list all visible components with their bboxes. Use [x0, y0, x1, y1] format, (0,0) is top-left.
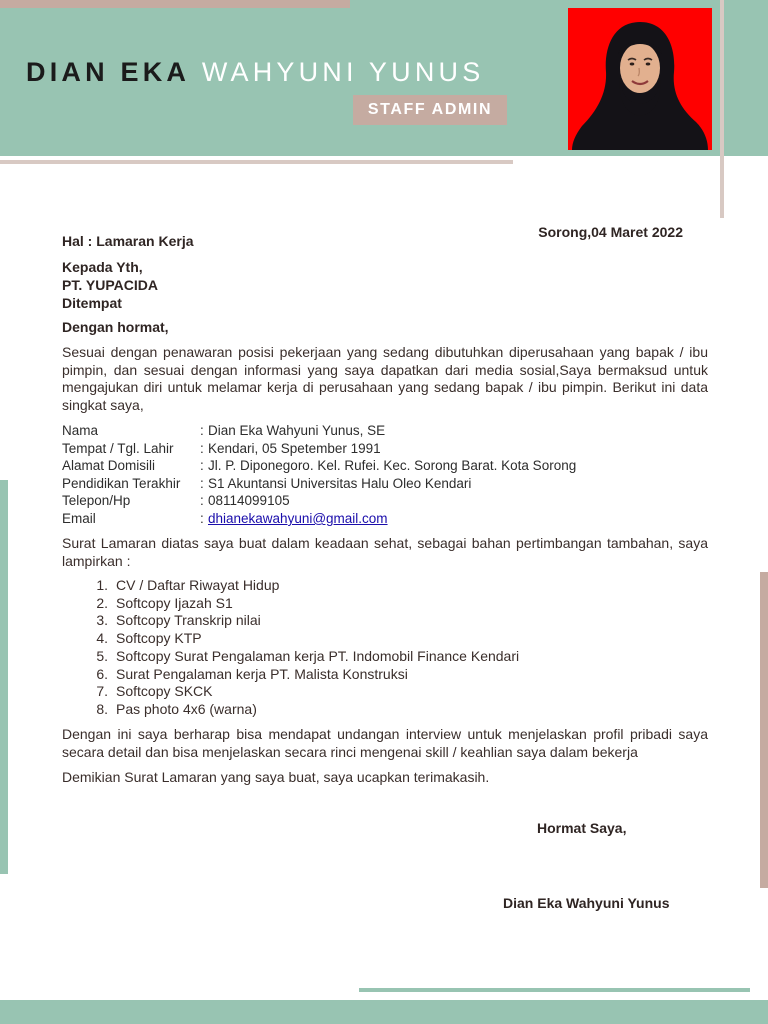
attachment-list — [62, 577, 519, 719]
list-text: Softcopy Ijazah S1 — [116, 594, 233, 611]
list-number: 3. — [96, 612, 108, 629]
closing-salutation: Hormat Saya, — [537, 820, 627, 836]
greeting: Dengan hormat, — [62, 319, 169, 335]
list-item — [62, 630, 519, 648]
list-text: CV / Daftar Riwayat Hidup — [116, 577, 280, 593]
info-value: Dian Eka Wahyuni Yunus, SE — [208, 423, 386, 438]
email-link[interactable]: dhianekawahyuni@gmail.com — [208, 510, 388, 526]
info-label: Telepon/Hp — [62, 493, 131, 509]
info-value: Jl. P. Diponegoro. Kel. Rufei. Kec. Sorong Barat. Kota Sorong — [208, 458, 577, 474]
list-number: 8. — [96, 700, 108, 717]
info-row — [62, 440, 576, 458]
list-number: 5. — [96, 647, 108, 664]
recipient-line: PT. YUPACIDA — [62, 277, 158, 293]
recipient-block — [62, 258, 158, 312]
footer-band — [0, 1000, 768, 1024]
applicant-name — [26, 56, 484, 88]
name-last-part: WAHYUNI YUNUS — [201, 57, 485, 87]
list-item — [62, 701, 519, 719]
list-text: Softcopy Transkrip nilai — [116, 612, 261, 629]
recipient-line: Ditempat — [62, 295, 122, 311]
list-item — [62, 666, 519, 684]
info-row — [62, 492, 576, 510]
list-number: 2. — [96, 594, 108, 611]
info-label: Alamat Domisili — [62, 458, 156, 474]
thanks-paragraph: Demikian Surat Lamaran yang saya buat, saya ucapkan terimakasih. — [62, 769, 490, 785]
bottom-accent-line — [359, 988, 750, 992]
info-separator: : — [200, 458, 204, 474]
info-separator: : — [200, 493, 204, 509]
info-separator: : — [200, 475, 204, 491]
attachments-intro: Surat Lamaran diatas saya buat dalam keadaan sehat, sebagai bahan pertimbangan tambahan, saya lampirkan : — [62, 535, 708, 569]
info-row — [62, 510, 576, 528]
hope-paragraph: Dengan ini saya berharap bisa mendapat undangan interview untuk menjelaskan profil pribadi saya secara detail dan bisa menjelaskan secara rinci mengenai skill / keahlian saya dalam bekerja — [62, 726, 708, 760]
top-accent-strip — [0, 0, 350, 8]
list-item — [62, 648, 519, 666]
list-text: Softcopy Surat Pengalaman kerja PT. Indomobil Finance Kendari — [116, 647, 520, 664]
intro-paragraph: Sesuai dengan penawaran posisi pekerjaan yang sedang dibutuhkan diperusahaan yang bapak / ibu pimpin, dan sesuai dengan informasi yang saya dapatkan dari media sosial,Saya bermaksud untuk mengajukan diri untuk melamar kerja di perusahaan yang sedang bapak / ibu pimpin. Berikut ini data singkat saya, — [62, 344, 708, 413]
letter-subject: Hal : Lamaran Kerja — [62, 233, 194, 249]
letter-date: Sorong,04 Maret 2022 — [538, 224, 683, 240]
person-portrait-icon — [568, 8, 712, 150]
left-side-accent — [0, 480, 8, 874]
recipient-line: Kepada Yth, — [62, 259, 143, 275]
role-badge: STAFF ADMIN — [353, 95, 507, 125]
info-label: Nama — [62, 423, 99, 438]
signature-name: Dian Eka Wahyuni Yunus — [503, 895, 670, 911]
info-row — [62, 422, 576, 440]
list-text: Pas photo 4x6 (warna) — [116, 700, 257, 717]
info-label: Tempat / Tgl. Lahir — [62, 440, 174, 456]
list-text: Surat Pengalaman kerja PT. Malista Konstruksi — [116, 665, 408, 682]
list-item — [62, 612, 519, 630]
list-item — [62, 595, 519, 613]
list-text: Softcopy SKCK — [116, 683, 213, 700]
info-label: Email — [62, 510, 96, 526]
list-item — [62, 683, 519, 701]
personal-info-table — [62, 422, 576, 528]
info-row — [62, 475, 576, 493]
info-separator: : — [200, 440, 204, 456]
info-label: Pendidikan Terakhir — [62, 475, 181, 491]
info-value: 08114099105 — [208, 493, 290, 509]
info-row — [62, 457, 576, 475]
list-item — [62, 577, 519, 595]
list-number: 1. — [96, 577, 108, 593]
profile-photo — [568, 8, 712, 150]
info-separator: : — [200, 423, 204, 438]
info-value: Kendari, 05 Spetember 1991 — [208, 440, 381, 456]
vertical-accent-bar — [720, 0, 724, 218]
list-number: 6. — [96, 665, 108, 682]
list-text: Softcopy KTP — [116, 630, 202, 647]
name-first-part: DIAN EKA — [26, 57, 191, 87]
right-side-accent — [760, 572, 768, 888]
header-underline-bar — [0, 160, 513, 164]
info-value: S1 Akuntansi Universitas Halu Oleo Kendari — [208, 475, 472, 491]
info-separator: : — [200, 510, 204, 526]
list-number: 4. — [96, 630, 108, 647]
list-number: 7. — [96, 683, 108, 700]
